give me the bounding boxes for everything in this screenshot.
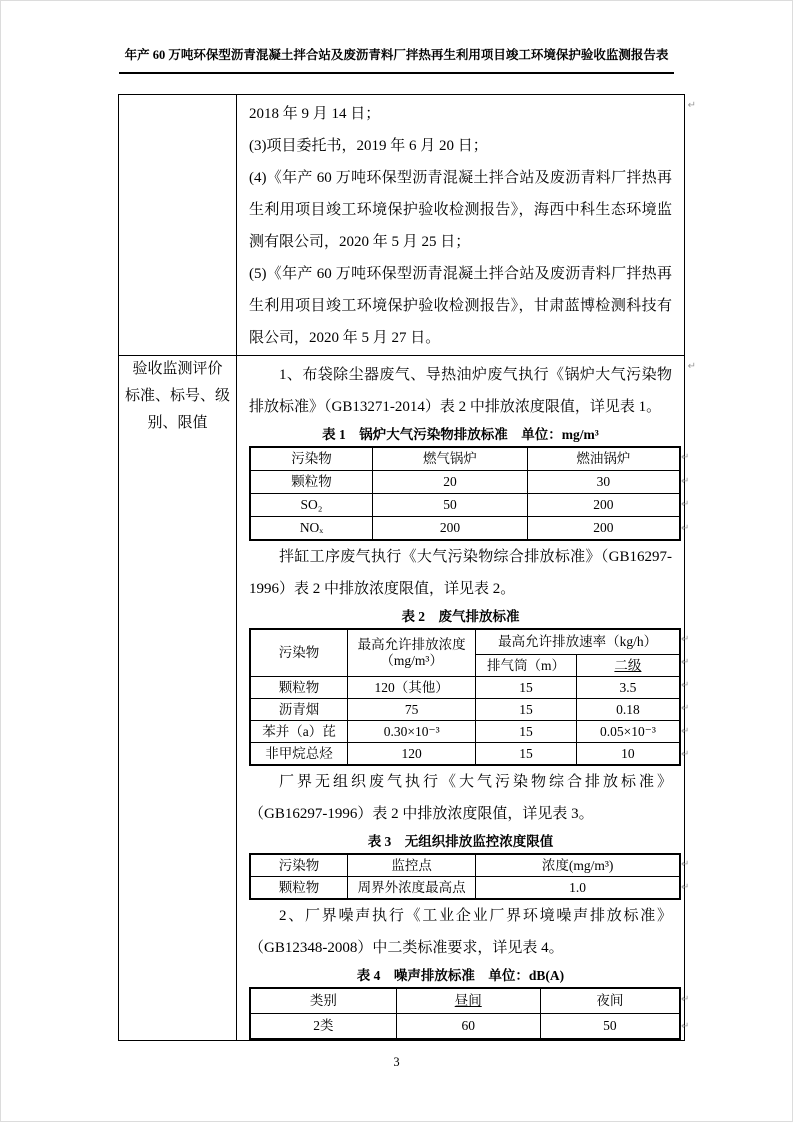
paragraph-mark-icon: ↵ — [681, 748, 690, 760]
data-cell: 15 — [476, 721, 577, 743]
page-title: 年产 60 万吨环保型沥青混凝土拌合站及废沥青料厂拌热再生利用项目竣工环境保护验收监测报告表 — [119, 47, 674, 74]
data-cell: 2类 — [250, 1014, 396, 1040]
table-row — [250, 721, 680, 743]
paragraph-mark-icon: ↵ — [681, 523, 690, 535]
data-cell: NOₓ — [250, 517, 373, 541]
header-cell: 污染物 — [250, 629, 348, 677]
header-cell: 污染物 — [250, 447, 373, 471]
paragraph-mark-icon: ↵ — [681, 1020, 690, 1032]
header-cell: 二级 — [576, 655, 680, 677]
data-cell: 1.0 — [476, 877, 680, 900]
page-number: 3 — [393, 1055, 400, 1069]
paragraph-mark-icon: ↵ — [681, 882, 690, 894]
reference-paragraphs — [237, 95, 684, 355]
paragraph-marks — [681, 987, 693, 1040]
data-cell: 3.5 — [576, 677, 680, 699]
paragraph-mark-icon: ↵ — [681, 451, 690, 463]
paragraph-marks — [681, 853, 693, 900]
reference-line: (5)《年产 60 万吨环保型沥青混凝土拌合站及废沥青料厂拌热再生利用项目竣工环境保护验收检测报告》，甘肃蓝博检测科技有限公司，2020 年 5 月 27 日。 — [249, 266, 672, 346]
standards-label-line: 标准、标号、级 — [124, 388, 230, 404]
table-row — [250, 494, 680, 517]
table3-wrapper — [249, 853, 690, 900]
data-cell: 0.30×10⁻³ — [348, 721, 476, 743]
header-cell: 燃油锅炉 — [527, 447, 680, 471]
data-cell: 15 — [476, 677, 577, 699]
standards-paragraph-3: 厂界无组织废气执行《大气污染物综合排放标准》（GB16297-1996）表 2 中排放浓度限值，详见表 3。 — [249, 774, 672, 822]
data-cell: 200 — [527, 494, 680, 517]
paragraph-marks — [681, 628, 693, 766]
table1-wrapper — [249, 446, 690, 541]
paragraph-mark-icon: ↵ — [681, 475, 690, 487]
data-cell: SO₂ — [250, 494, 373, 517]
header-cell: 浓度(mg/m³) — [476, 854, 680, 877]
table-row — [250, 629, 680, 655]
data-cell: 周界外浓度最高点 — [348, 877, 476, 900]
main-table-row-standards — [119, 356, 685, 1041]
header-cell: 燃气锅炉 — [373, 447, 528, 471]
paragraph-mark-icon: ↵ — [681, 499, 690, 511]
table4-wrapper — [249, 987, 690, 1040]
standards-label-line: 别、限值 — [147, 415, 208, 431]
header-cell: 污染物 — [250, 854, 348, 877]
reference-line: (3)项目委托书，2019 年 6 月 20 日； — [249, 138, 488, 154]
header-cell: 监控点 — [348, 854, 476, 877]
table-2-exhaust-standard — [249, 628, 681, 766]
table-row — [250, 471, 680, 494]
data-cell: 0.18 — [576, 699, 680, 721]
data-cell: 颗粒物 — [250, 677, 348, 699]
paragraph-mark-icon: ↵ — [681, 994, 690, 1006]
paragraph-mark-icon: ↵ — [681, 633, 690, 645]
data-cell: 0.05×10⁻³ — [576, 721, 680, 743]
reference-line: (4)《年产 60 万吨环保型沥青混凝土拌合站及废沥青料厂拌热再生利用项目竣工环境保护验收检测报告》，海西中科生态环境监测有限公司，2020 年 5 月 25 日； — [249, 170, 672, 250]
table2-wrapper — [249, 628, 690, 766]
table-row — [250, 1014, 680, 1040]
data-cell: 60 — [396, 1014, 540, 1040]
data-cell: 50 — [373, 494, 528, 517]
standards-paragraph-1: 1、布袋除尘器废气、导热油炉废气执行《锅炉大气污染物排放标准》（GB13271-2014）表 2 中排放浓度限值，详见表 1。 — [249, 367, 672, 415]
table-row — [250, 988, 680, 1014]
data-cell: 50 — [540, 1014, 680, 1040]
data-cell: 20 — [373, 471, 528, 494]
data-cell: 非甲烷总烃 — [250, 743, 348, 766]
table1-caption: 表 1 锅炉大气污染物排放标准 单位：mg/m³ — [322, 427, 599, 442]
paragraph-mark-icon: ↵ — [681, 858, 690, 870]
paragraph-mark-icon: ↵ — [681, 656, 690, 668]
table-row — [250, 447, 680, 471]
table-row — [250, 743, 680, 766]
standards-body — [237, 356, 690, 1040]
data-cell: 30 — [527, 471, 680, 494]
data-cell: 120（其他） — [348, 677, 476, 699]
table-row — [250, 677, 680, 699]
data-cell: 15 — [476, 699, 577, 721]
data-cell: 颗粒物 — [250, 877, 348, 900]
paragraph-mark-icon: ↵ — [687, 361, 696, 372]
reference-line: 2018 年 9 月 14 日； — [249, 106, 381, 122]
reference-label-cell — [119, 95, 237, 356]
data-cell: 15 — [476, 743, 577, 766]
header-cell: 最高允许排放速率（kg/h） — [476, 629, 680, 655]
paragraph-marks — [681, 446, 693, 541]
table-row — [250, 517, 680, 541]
paragraph-mark-icon: ↵ — [681, 679, 690, 691]
data-cell: 10 — [576, 743, 680, 766]
header-cell — [348, 629, 476, 677]
data-cell: 200 — [527, 517, 680, 541]
data-cell: 沥青烟 — [250, 699, 348, 721]
table2-caption: 表 2 废气排放标准 — [401, 609, 520, 624]
table-row — [250, 699, 680, 721]
table-3-fugitive-standard — [249, 853, 681, 900]
main-table — [118, 94, 696, 1041]
table4-caption: 表 4 噪声排放标准 单位：dB(A) — [356, 968, 565, 983]
paragraph-mark-icon: ↵ — [681, 725, 690, 737]
paragraph-mark-icon: ↵ — [681, 702, 690, 714]
reference-content-cell — [237, 95, 696, 356]
standards-content-cell — [237, 356, 696, 1041]
header-cell: 类别 — [250, 988, 396, 1014]
data-cell: 200 — [373, 517, 528, 541]
standards-paragraph-2: 拌缸工序废气执行《大气污染物综合排放标准》（GB16297-1996）表 2 中排放浓度限值，详见表 2。 — [249, 549, 672, 597]
header-line: 最高允许排放浓度 — [357, 637, 466, 652]
data-cell: 120 — [348, 743, 476, 766]
paragraph-mark-icon: ↵ — [687, 100, 696, 111]
data-cell: 苯并（a）芘 — [250, 721, 348, 743]
main-table-row-references — [119, 95, 685, 356]
data-cell: 75 — [348, 699, 476, 721]
header-cell: 昼间 — [396, 988, 540, 1014]
table-1-boiler-standard — [249, 446, 681, 541]
header-cell: 夜间 — [540, 988, 680, 1014]
table3-caption: 表 3 无组织排放监控浓度限值 — [367, 834, 554, 849]
data-cell: 颗粒物 — [250, 471, 373, 494]
table-row — [250, 877, 680, 900]
standards-label-cell — [119, 356, 237, 1041]
standards-label-line: 验收监测评价 — [132, 361, 223, 377]
header-cell: 排气筒（m） — [476, 655, 577, 677]
table-4-noise-standard — [249, 987, 681, 1040]
standards-paragraph-4: 2、厂界噪声执行《工业企业厂界环境噪声排放标准》（GB12348-2008）中二类标准要求，详见表 4。 — [249, 908, 672, 956]
table-row — [250, 854, 680, 877]
header-line: （mg/m³） — [380, 653, 443, 668]
